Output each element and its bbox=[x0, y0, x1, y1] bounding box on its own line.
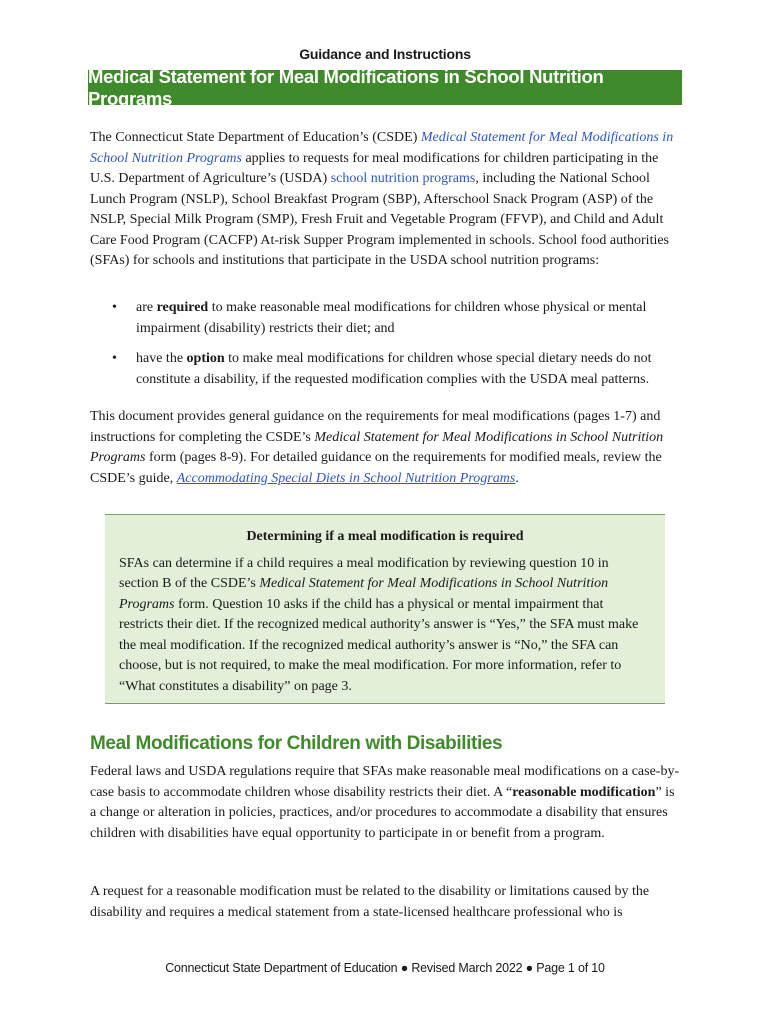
document-header-label: Guidance and Instructions bbox=[299, 46, 471, 62]
bullet-text-bold: option bbox=[186, 351, 225, 366]
section-text-1: Federal laws and USDA regulations require that SFAs make reasonable meal modifications on a case-by-case basis to accommodate children whose disability restricts their diet. A “ bbox=[90, 764, 680, 800]
guidance-text-2: form (pages 8-9). For detailed guidance on the requirements for modified meals, review the CSDE’s guide, bbox=[90, 450, 662, 486]
bullet-text-post: to make meal modifications for children whose special dietary needs do not constitute a disability, if the requested modification complies with the USDA meal patterns. bbox=[136, 351, 652, 387]
section-paragraph-1 bbox=[90, 762, 680, 844]
medical-statement-link[interactable]: Medical Statement for Meal Modifications in School Nutrition Programs bbox=[90, 130, 674, 166]
intro-text-3: , including the National School Lunch Program (NSLP), School Breakfast Program (SBP), Afterschool Snack Program (ASP) of the NSLP, Special Milk Program (SMP), Fresh Fruit and Vegetable Program (FFVP), and Child and Adult Care Food Program (CACFP) At-risk Supper Program implemented in schools. School food authorities (SFAs) for schools and institutions that participate in the USDA school nutrition programs: bbox=[90, 171, 670, 268]
bullet-text-pre: have the bbox=[136, 351, 187, 366]
guidance-form-title: Medical Statement for Meal Modifications in School Nutrition Programs bbox=[90, 429, 664, 465]
school-nutrition-programs-link[interactable]: school nutrition programs bbox=[330, 171, 476, 186]
section-text-bold: reasonable modification bbox=[512, 784, 656, 800]
section-paragraph-2: A request for a reasonable modification must be related to the disability or limitations caused by the disability and requires a medical statement from a state-licensed healthcare professional who is bbox=[90, 884, 650, 920]
callout-box bbox=[105, 514, 665, 704]
callout-body bbox=[119, 554, 651, 698]
callout-text-1: SFAs can determine if a child requires a meal modification by reviewing question 10 in section B of the CSDE’s bbox=[119, 555, 609, 591]
callout-title: Determining if a meal modification is required bbox=[246, 529, 524, 544]
intro-text-2: applies to requests for meal modifications for children participating in the U.S. Department of Agriculture’s (USDA) bbox=[90, 150, 659, 186]
guidance-paragraph bbox=[90, 407, 680, 489]
callout-text-2: form. Question 10 asks if the child has a physical or mental impairment that restricts their diet. If the recognized medical authority’s answer is “Yes,” the SFA must make the meal modification. If the recognized medical authority’s answer is “No,” the SFA can choose, but is not required, to make the meal modification. For more information, refer to “What constitutes a disability” on page 3. bbox=[119, 596, 639, 694]
callout-form-title: Medical Statement for Meal Modifications in School Nutrition Programs bbox=[119, 576, 609, 612]
bullet-text-pre: are bbox=[136, 300, 157, 315]
bullet-text-post: to make reasonable meal modifications for children whose physical or mental impairment (disability) restricts their diet; and bbox=[136, 300, 647, 336]
section-text-2: ” is a change or alteration in policies, practices, and/or procedures to accommodate a disability that ensures children with disabilities have equal opportunity to participate in or benefit from a program. bbox=[90, 784, 675, 841]
accommodating-special-diets-link[interactable]: Accommodating Special Diets in School Nutrition Programs bbox=[176, 470, 516, 486]
bullet-text-bold: required bbox=[156, 300, 209, 315]
list-item bbox=[90, 349, 680, 390]
guidance-text-1: This document provides general guidance on the requirements for meal modifications (pages 1-7) and instructions for completing the CSDE’s bbox=[90, 409, 661, 445]
intro-text-1: The Connecticut State Department of Education’s (CSDE) bbox=[90, 130, 421, 145]
requirements-list bbox=[90, 298, 680, 400]
document-title-bar bbox=[88, 65, 682, 109]
page-footer: Connecticut State Department of Education ● Revised March 2022 ● Page 1 of 10 bbox=[165, 961, 605, 975]
guidance-text-3: . bbox=[515, 470, 519, 486]
list-item bbox=[90, 298, 680, 339]
document-title: Medical Statement for Meal Modifications in School Nutrition Programs bbox=[88, 65, 604, 109]
section-heading: Meal Modifications for Children with Disabilities bbox=[90, 733, 503, 754]
intro-paragraph bbox=[90, 128, 680, 272]
